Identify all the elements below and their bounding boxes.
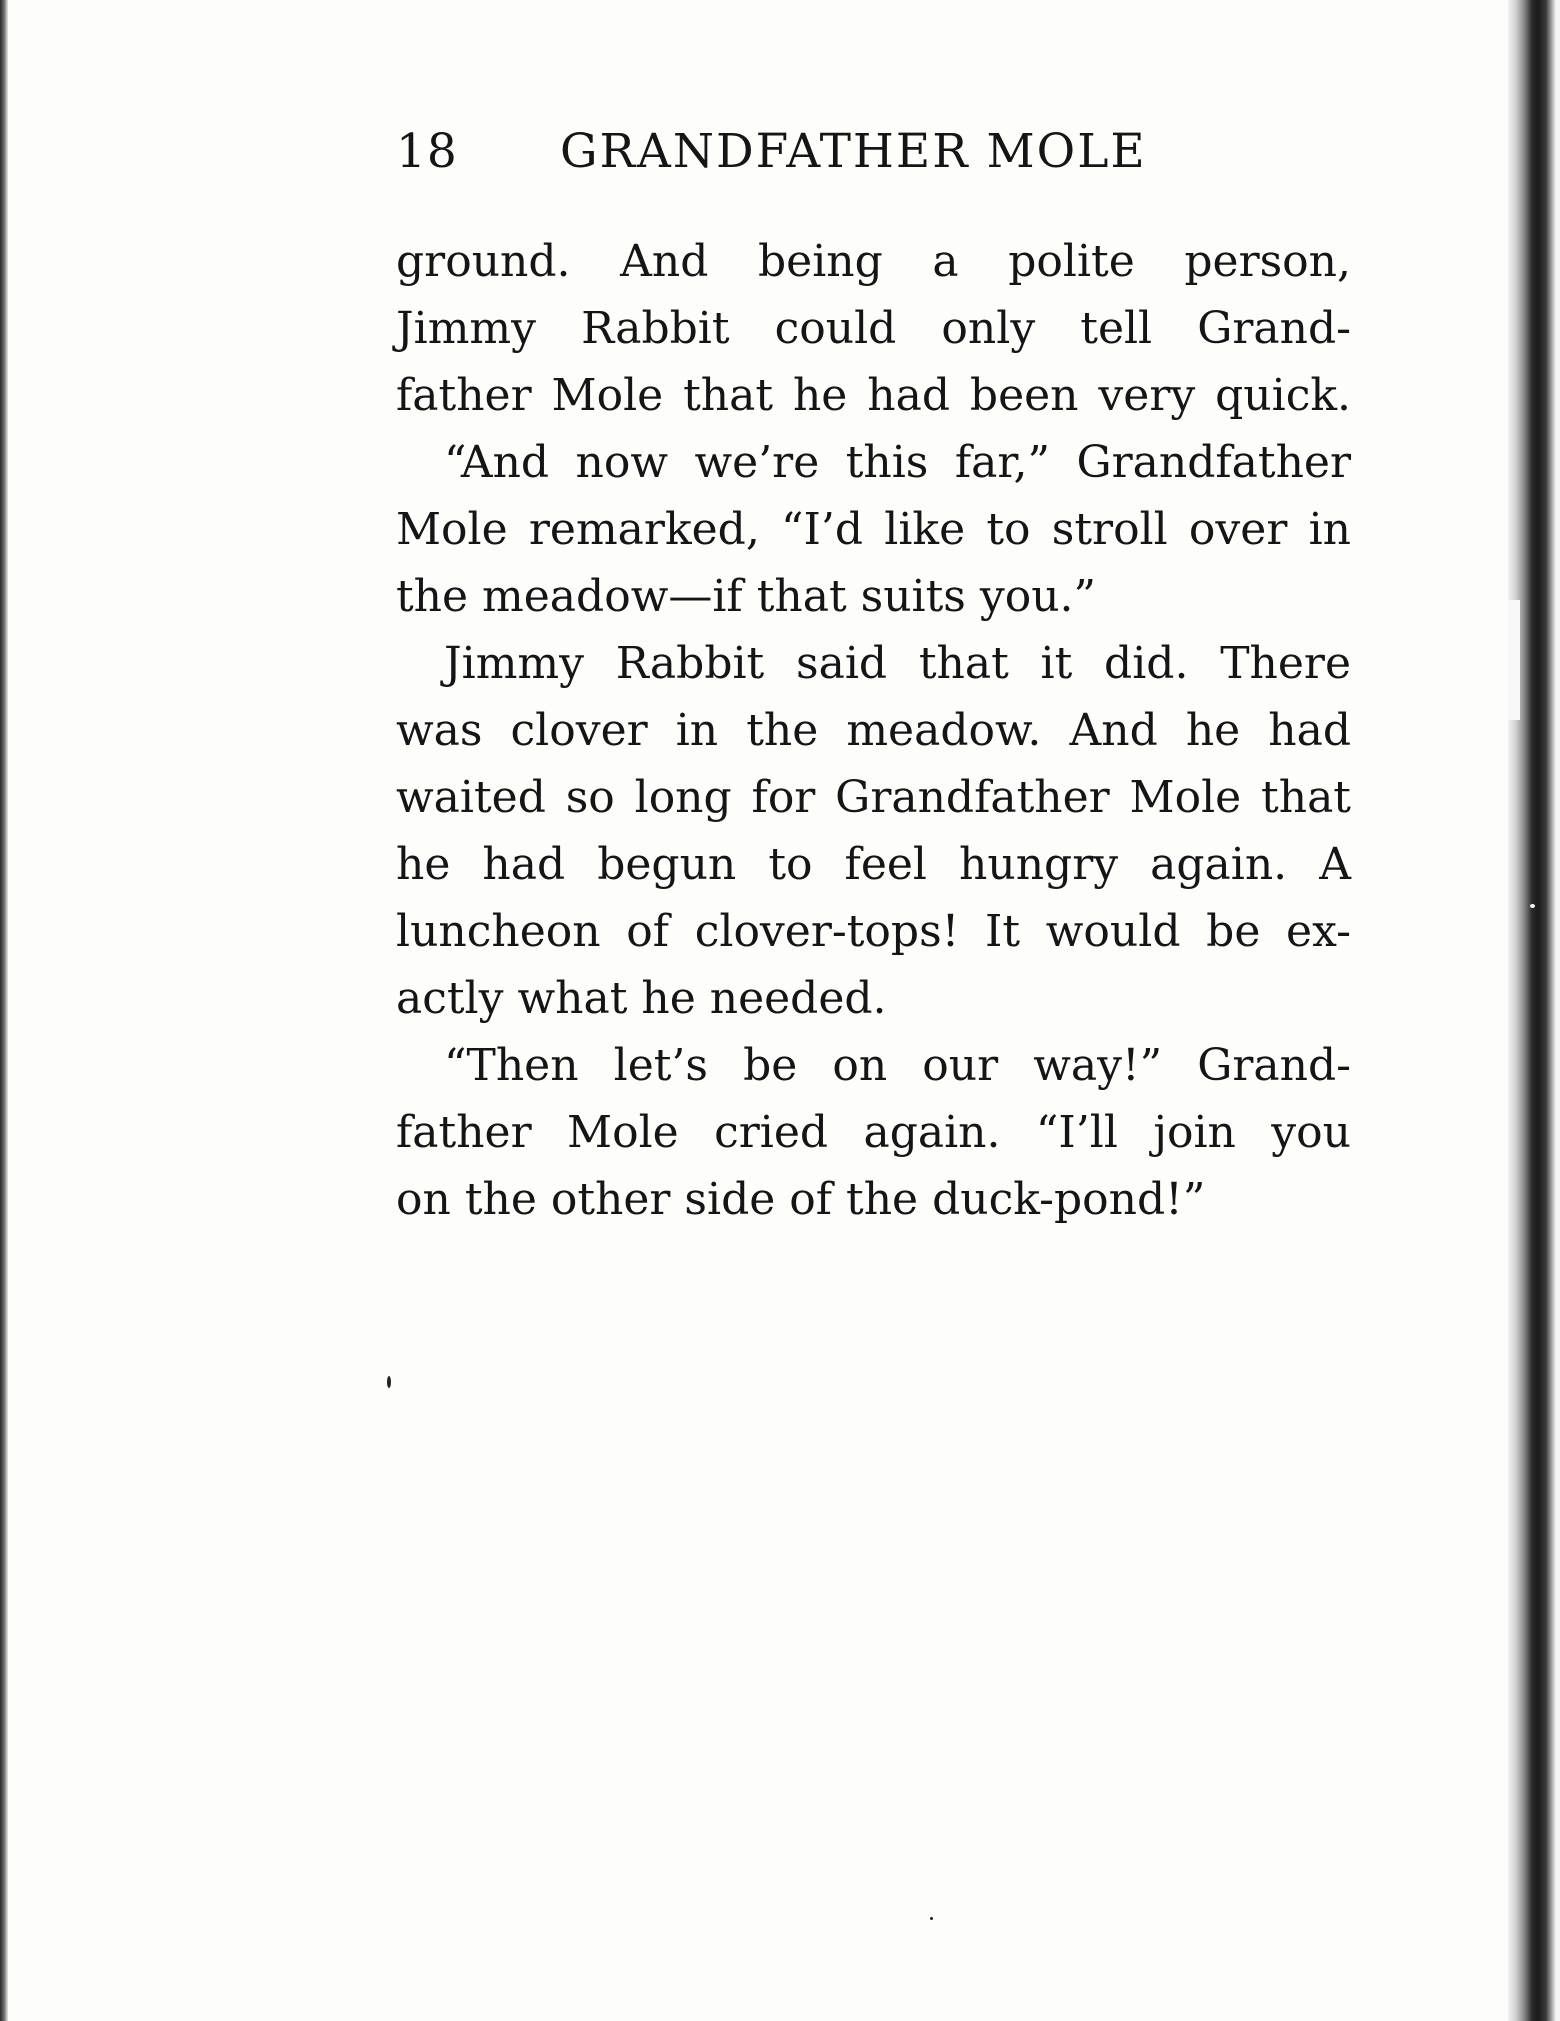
text-line: Mole remarked, “I’d like to stroll over in [396, 504, 1351, 555]
text-line: waited so long for Grandfather Mole that [396, 772, 1351, 823]
running-head [396, 124, 1351, 194]
text-line: the meadow—if that suits you.” [396, 571, 1097, 622]
page-number: 18 [396, 124, 458, 179]
body-text [396, 228, 1351, 1233]
text-line: on the other side of the duck-pond!” [396, 1174, 1206, 1225]
text-line: actly what he needed. [396, 973, 887, 1024]
right-edge-highlight [1508, 600, 1520, 720]
ink-speck [387, 1376, 391, 1388]
text-line: luncheon of clover-tops! It would be ex- [396, 906, 1351, 957]
paragraph [396, 630, 1351, 1032]
text-line: he had begun to feel hungry again. A [396, 839, 1351, 890]
book-title: GRANDFATHER MOLE [560, 124, 1147, 179]
text-line: Jimmy Rabbit said that it did. There [444, 638, 1351, 689]
text-line: father Mole cried again. “I’ll join you [396, 1107, 1351, 1158]
text-line: father Mole that he had been very quick. [396, 370, 1351, 421]
text-line: ground. And being a polite person, [396, 236, 1351, 287]
ink-speck [930, 1917, 933, 1920]
left-binding-edge [0, 0, 8, 2021]
paragraph [396, 429, 1351, 630]
text-line: “And now we’re this far,” Grandfather [444, 437, 1351, 488]
right-page-edge-shadow [1508, 0, 1560, 2021]
paragraph [396, 228, 1351, 429]
text-line: “Then let’s be on our way!” Grand- [444, 1040, 1351, 1091]
ink-speck [1530, 904, 1535, 908]
paragraph [396, 1032, 1351, 1233]
text-line: was clover in the meadow. And he had [396, 705, 1351, 756]
text-line: Jimmy Rabbit could only tell Grand- [396, 303, 1351, 354]
